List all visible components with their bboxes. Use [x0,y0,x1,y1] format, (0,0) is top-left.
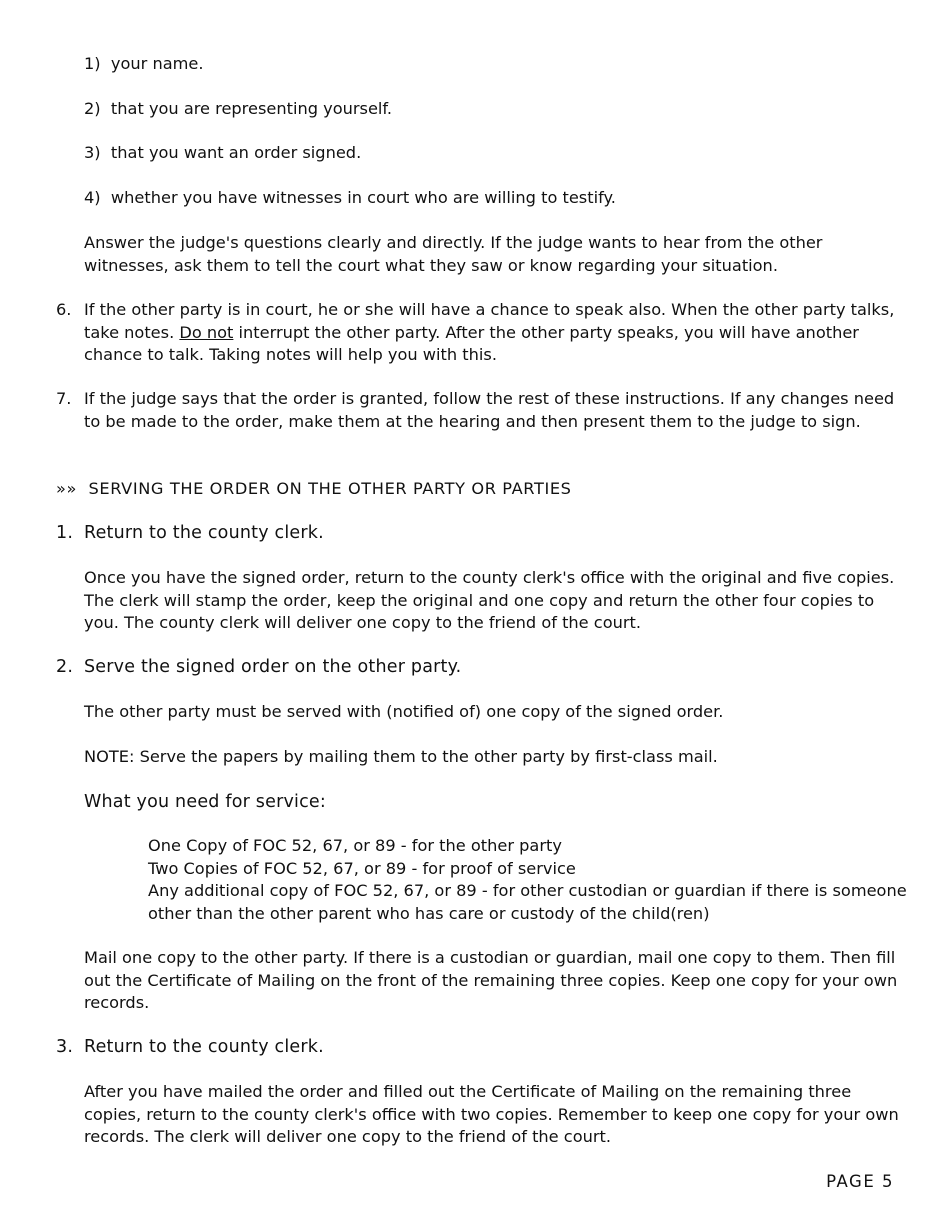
list-text: your name. [110,54,204,73]
section-title: SERVING THE ORDER ON THE OTHER PARTY OR PARTIES [88,479,572,498]
list-number: 4) [84,188,101,207]
list-item: One Copy of FOC 52, 67, or 89 - for the other party [148,836,562,855]
list-number: 2) [84,99,101,118]
emphasis-underline: Do not [179,322,234,342]
section-header [56,478,572,501]
section-step-2-body: The other party must be served with (notified of) one copy of the signed order. [84,702,724,721]
step-6-text: If the other party is in court, he or she will have a chance to speak also. When the other party talks, take notes. [84,300,895,342]
section-step-1-number: 1. [56,523,74,543]
service-needs-list [148,835,908,925]
answer-paragraph: Answer the judge's questions clearly and directly. If the judge wants to hear from the other witnesses, ask them to tell the court what they saw or know regarding your situation. [84,233,823,275]
list-item [84,187,616,210]
list-text: that you are representing yourself. [110,99,393,118]
step-7-paragraph: If the judge says that the order is granted, follow the rest of these instructions. If any changes need to be made to the order, make them at the hearing and then present them to the judge to sign. [84,389,895,431]
list-item: Two Copies of FOC 52, 67, or 89 - for proof of service [148,858,576,878]
section-step-3-body: After you have mailed the order and filled out the Certificate of Mailing on the remaining three copies, return to the county clerk's office with two copies. Remember to keep one copy for your own records. The clerk will deliver one copy to the friend of the court. [84,1082,899,1146]
section-step-3-number: 3. [56,1037,74,1057]
section-step-2-number: 2. [56,657,74,677]
list-item [84,53,204,76]
list-number: 3) [84,143,101,162]
note-text: NOTE: Serve the papers by mailing them to the other party by first-class mail. [84,747,718,766]
page-number: PAGE 5 [826,1172,894,1191]
section-step-1-body: Once you have the signed order, return to the county clerk's office with the original and five copies. The clerk will stamp the order, keep the original and one copy and return the other four copies to you. The county clerk will deliver one copy to the friend of the court. [84,568,895,632]
list-item [84,142,361,165]
step-6-number: 6. [56,300,72,319]
list-number: 1) [84,54,101,73]
mailing-paragraph: Mail one copy to the other party. If there is a custodian or guardian, mail one copy to them. Then fill out the Certificate of Mailing on the front of the remaining three copies. Keep one copy for your own records. [84,948,898,1012]
service-needs-heading: What you need for service: [84,792,326,812]
list-text: whether you have witnesses in court who are willing to testify. [110,188,616,207]
section-step-1-heading: Return to the county clerk. [84,523,324,543]
step-7-number: 7. [56,389,72,408]
list-text: that you want an order signed. [110,143,362,162]
section-marker: »» [56,479,78,498]
section-step-3-heading: Return to the county clerk. [84,1037,324,1057]
list-item: Any additional copy of FOC 52, 67, or 89 - for other custodian or guardian if there is someone other than the other parent who has care or custody of the child(ren) [148,881,907,923]
section-step-2-heading: Serve the signed order on the other party. [84,657,462,677]
step-6-text-continued: interrupt the other party. After the other party speaks, you will have another chance to talk. Taking notes will help you with this. [84,322,859,364]
list-item [84,98,392,121]
step-6-paragraph [84,299,899,367]
